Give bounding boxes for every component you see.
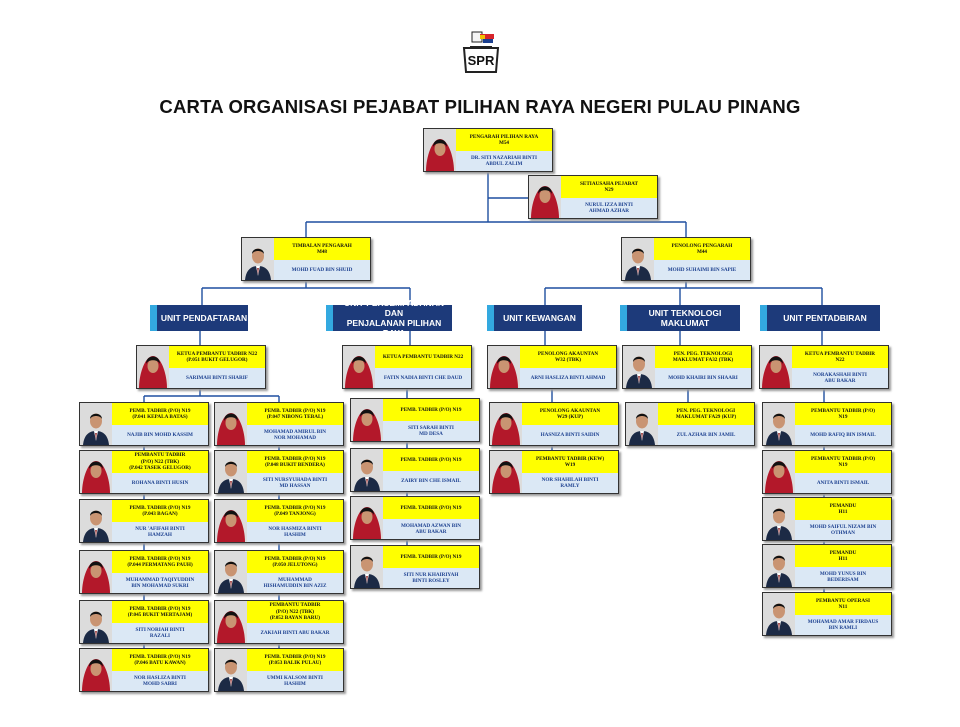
card-pentadbiran-staff [762, 402, 892, 446]
person-name: NORAKASHAH BINTI ABU BAKAR [792, 368, 888, 388]
position-title: PEMBANTU OPERASI N11 [795, 593, 891, 615]
person-name: ZAIRY BIN CHE ISMAIL [383, 471, 479, 491]
person-name: ARNI HASLIZA BINTI AHMAD [520, 368, 616, 388]
position-title: PEMB. TADBIR (P/O) N19 (P.043 BAGAN) [112, 500, 208, 522]
card-pendaftaran-staff [79, 550, 209, 594]
person-name: NOR HASLIZA BINTI MOHD SABRI [112, 671, 208, 691]
person-photo-icon [622, 238, 655, 280]
card-pendaftaran-staff [214, 402, 344, 446]
position-title: KETUA PEMBANTU TADBIR N22 [792, 346, 888, 368]
person-photo-icon [137, 346, 170, 388]
unit-persempadanan-banner [326, 298, 452, 338]
person-photo-icon [490, 451, 523, 493]
position-title: PEMBANTU TADBIR (P/O) N22 (TBK) (P.042 TASEK GELUGOR) [112, 451, 208, 473]
person-photo-icon [215, 551, 248, 593]
person-photo-icon [80, 551, 113, 593]
unit-label: UNIT PENDAFTARAN [160, 313, 248, 323]
person-photo-icon [343, 346, 376, 388]
position-title: PEMBANTU TADBIR (P/O) N19 [795, 451, 891, 473]
card-persempadanan-staff [350, 496, 480, 540]
person-name: ROHANA BINTI HUSIN [112, 473, 208, 493]
card-director [423, 128, 553, 172]
card-pentadbiran-staff [762, 497, 892, 541]
person-photo-icon [760, 346, 793, 388]
unit-label: UNIT KEWANGAN [503, 313, 576, 323]
card-pendaftaran-staff [79, 450, 209, 494]
person-name: ANITA BINTI ISMAIL [795, 473, 891, 493]
card-teknologi-head [622, 345, 752, 389]
unit-tab [487, 305, 494, 331]
position-title: PEMB. TADBIR (P/O) N19 (P.047 NIBONG TEBAL) [247, 403, 343, 425]
person-photo-icon [80, 649, 113, 691]
person-name: SARIMAH BINTI SHARIF [169, 368, 265, 388]
card-pentadbiran-staff [762, 544, 892, 588]
card-pendaftaran-staff [214, 450, 344, 494]
card-pentadbiran-head [759, 345, 889, 389]
person-photo-icon [763, 498, 796, 540]
person-photo-icon [351, 497, 384, 539]
person-name: NUR 'AFIFAH BINTI HAMZAH [112, 522, 208, 542]
position-title: PEMB. TADBIR (P/O) N19 (P.049 TANJONG) [247, 500, 343, 522]
person-name: MOHD KHAIRI BIN SHAARI [655, 368, 751, 388]
person-name: MOHD FUAD BIN SHUID [274, 260, 370, 280]
person-name: DR. SITI NAZARIAH BINTI ABDUL ZALIM [456, 151, 552, 171]
card-pendaftaran-staff [79, 600, 209, 644]
person-photo-icon [529, 176, 562, 218]
unit-label: UNIT PENTADBIRAN [783, 313, 867, 323]
person-name: NOR HASMIZA BINTI HASHIM [247, 522, 343, 542]
person-name: SITI NORIAH BINTI RAZALI [112, 623, 208, 643]
person-photo-icon [215, 451, 248, 493]
person-photo-icon [763, 545, 796, 587]
card-assistant [621, 237, 751, 281]
person-name: MOHD RAFIQ BIN ISMAIL [795, 425, 891, 445]
person-name: SITI NURSYUHADA BINTI MD HASSAN [247, 473, 343, 493]
person-photo-icon [80, 403, 113, 445]
position-title: KETUA PEMBANTU TADBIR N22 (P.051 BUKIT GELUGOR) [169, 346, 265, 368]
card-pendaftaran-staff [214, 648, 344, 692]
position-title: PEMB. TADBIR (P/O) N19 (P.045 BUKIT MERTAJAM) [112, 601, 208, 623]
person-photo-icon [490, 403, 523, 445]
card-pendaftaran-staff [79, 648, 209, 692]
position-title: PENOLONG AKAUNTAN W32 (TBK) [520, 346, 616, 368]
person-photo-icon [623, 346, 656, 388]
person-name: MOHAMAD AMAR FIRDAUS BIN RAMLI [795, 615, 891, 635]
card-teknologi-staff [625, 402, 755, 446]
person-name: MOHAMAD AZWAN BIN ABU BAKAR [383, 519, 479, 539]
position-title: KETUA PEMBANTU TADBIR N22 [375, 346, 471, 368]
unit-teknologi-banner [620, 305, 740, 331]
unit-tab [326, 305, 333, 331]
page-title: CARTA ORGANISASI PEJABAT PILIHAN RAYA NEGERI PULAU PINANG [159, 96, 801, 117]
position-title: PEMB. TADBIR (P/O) N19 (P.046 BATU KAWAN) [112, 649, 208, 671]
person-photo-icon [242, 238, 275, 280]
card-pendaftaran-staff [79, 499, 209, 543]
position-title: PEMB. TADBIR (P/O) N19 [383, 449, 479, 471]
unit-tab [150, 305, 157, 331]
person-photo-icon [80, 601, 113, 643]
position-title: PENOLONG AKAUNTAN W29 (KUP) [522, 403, 618, 425]
person-photo-icon [215, 649, 248, 691]
position-title: PEMB. TADBIR (P/O) N19 (P.041 KEPALA BATAS) [112, 403, 208, 425]
person-name: MUHAMMAD HISHAMUDDIN BIN AZIZ [247, 573, 343, 593]
person-name: NOR SHAHILAH BINTI RAMLY [522, 473, 618, 493]
unit-kewangan-banner [487, 305, 582, 331]
card-persempadanan-head [342, 345, 472, 389]
card-pentadbiran-staff [762, 450, 892, 494]
position-title: PEMB. TADBIR (P/O) N19 [383, 546, 479, 568]
card-persempadanan-staff [350, 448, 480, 492]
person-photo-icon [215, 601, 248, 643]
position-title: PEN. PEG. TEKNOLOGI MAKLUMAT FA29 (KUP) [658, 403, 754, 425]
person-photo-icon [626, 403, 659, 445]
position-title: PEMANDU H11 [795, 498, 891, 520]
person-name: MOHD YUNUS BIN BEDERISAM [795, 567, 891, 587]
person-name: SITI SARAH BINTI MD DESA [383, 421, 479, 441]
person-name: HASNIZA BINTI SAIDIN [522, 425, 618, 445]
position-title: PEMB. TADBIR (P/O) N19 (P.048 BUKIT BENDERA) [247, 451, 343, 473]
card-persempadanan-staff [350, 545, 480, 589]
card-kewangan-staff [489, 450, 619, 494]
position-title: PEMB. TADBIR (P/O) N19 [383, 399, 479, 421]
unit-pentadbiran-banner [760, 305, 880, 331]
card-pendaftaran-staff [214, 550, 344, 594]
person-name: NURUL IZZA BINTI AHMAD AZHAR [561, 198, 657, 218]
person-photo-icon [351, 399, 384, 441]
position-title: PEMB. TADBIR (P/O) N19 (P.044 PERMATANG PAUH) [112, 551, 208, 573]
spr-logo-icon [458, 30, 504, 76]
unit-label: UNIT TEKNOLOGI MAKLUMAT [648, 308, 722, 328]
position-title: PEMB. TADBIR (P/O) N19 (P.053 BALIK PULAU) [247, 649, 343, 671]
person-name: MOHD SAIFUL NIZAM BIN OTHMAN [795, 520, 891, 540]
card-kewangan-head [487, 345, 617, 389]
position-title: TIMBALAN PENGARAH M48 [274, 238, 370, 260]
person-name: NAJIB BIN MOHD KASSIM [112, 425, 208, 445]
position-title: PEMB. TADBIR (P/O) N19 (P.050 JELUTONG) [247, 551, 343, 573]
card-pendaftaran-staff [214, 499, 344, 543]
unit-pendaftaran-banner [150, 305, 248, 331]
person-photo-icon [80, 500, 113, 542]
person-name: ZAKIAH BINTI ABU BAKAR [247, 623, 343, 643]
person-photo-icon [215, 500, 248, 542]
position-title: PEN. PEG. TEKNOLOGI MAKLUMAT FA32 (TBK) [655, 346, 751, 368]
person-photo-icon [424, 129, 457, 171]
card-secretary [528, 175, 658, 219]
position-title: PENGARAH PILIHAN RAYA M54 [456, 129, 552, 151]
card-pendaftaran-staff [79, 402, 209, 446]
person-photo-icon [215, 403, 248, 445]
card-deputy [241, 237, 371, 281]
person-photo-icon [763, 593, 796, 635]
person-name: ZUL AZHAR BIN JAMIL [658, 425, 754, 445]
unit-tab [760, 305, 767, 331]
person-name: UMMI KALSOM BINTI HASHIM [247, 671, 343, 691]
position-title: SETIAUSAHA PEJABAT N29 [561, 176, 657, 198]
person-photo-icon [351, 449, 384, 491]
person-photo-icon [80, 451, 113, 493]
person-photo-icon [488, 346, 521, 388]
unit-tab [620, 305, 627, 331]
card-persempadanan-staff [350, 398, 480, 442]
position-title: PEMBANTU TADBIR (P/O) N19 [795, 403, 891, 425]
position-title: PENOLONG PENGARAH M44 [654, 238, 750, 260]
position-title: PEMB. TADBIR (P/O) N19 [383, 497, 479, 519]
svg-text:SPR: SPR [467, 53, 495, 68]
person-name: MUHAMMAD TAQIYUDDIN BIN MOHAMAD SUKRI [112, 573, 208, 593]
person-name: SITI NUR KHAIRIYAH BINTI ROSLEY [383, 568, 479, 588]
person-photo-icon [351, 546, 384, 588]
card-kewangan-staff [489, 402, 619, 446]
card-pendaftaran-staff [214, 600, 344, 644]
person-photo-icon [763, 451, 796, 493]
person-photo-icon [763, 403, 796, 445]
position-title: PEMBANTU TADBIR (P/O) N22 (TBK) (P.052 BAYAN BARU) [247, 601, 343, 623]
person-name: MOHAMAD AMIRUL BIN NOR MOHAMAD [247, 425, 343, 445]
card-pentadbiran-staff [762, 592, 892, 636]
person-name: FATIN NADIA BINTI CHE DAUD [375, 368, 471, 388]
position-title: PEMANDU H11 [795, 545, 891, 567]
person-name: MOHD SUHAIMI BIN SAPIE [654, 260, 750, 280]
position-title: PEMBANTU TADBIR (KEW) W19 [522, 451, 618, 473]
card-pendaftaran-head [136, 345, 266, 389]
unit-label: UNIT PERSEMPADANAN DAN PENJALANAN PILIHAN RAYA [344, 298, 444, 338]
